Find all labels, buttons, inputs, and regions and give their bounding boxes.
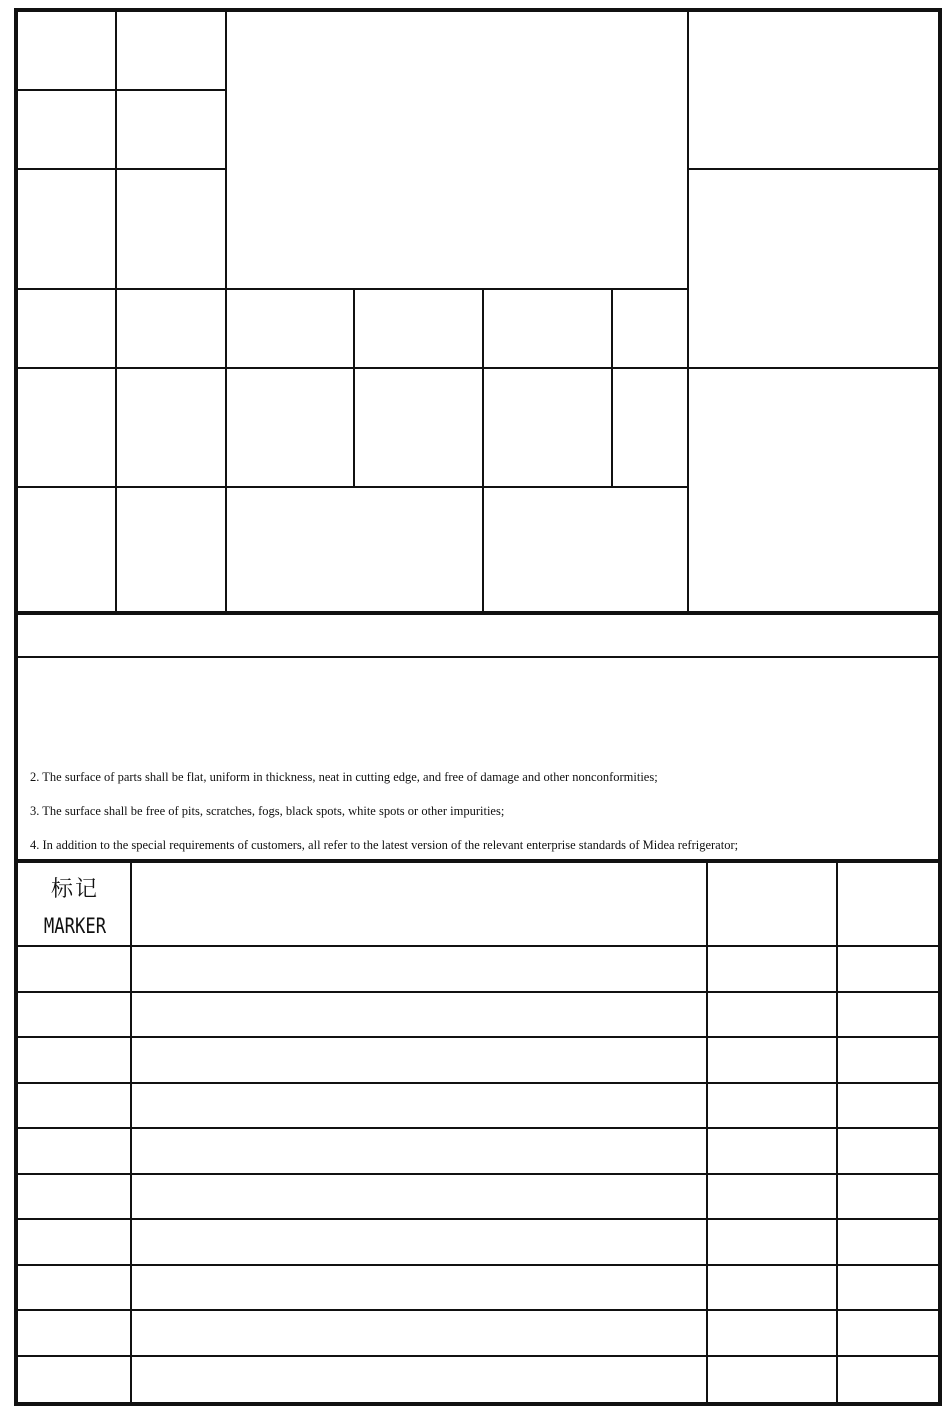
table-row — [14, 1127, 942, 1129]
table-row — [14, 1036, 942, 1038]
grid-hline-y169-right — [687, 168, 940, 170]
frame-left-border — [14, 8, 18, 1406]
grid-hline-y169-left — [14, 168, 226, 170]
table-row — [14, 1082, 942, 1084]
rev-vline-1 — [130, 862, 132, 1404]
revision-table-top-border — [14, 859, 942, 863]
rev-vline-2 — [706, 862, 708, 1404]
table-row — [14, 1355, 942, 1357]
grid-vline-mid-b — [482, 289, 484, 613]
grid-vline-mid-a — [353, 289, 355, 488]
table-row — [14, 1173, 942, 1175]
grid-vline-mid-c — [611, 289, 613, 488]
table-row — [14, 945, 942, 947]
rev-vline-3 — [836, 862, 838, 1404]
frame-top-border — [14, 8, 942, 12]
note-4: 4. In addition to the special requirements of customers, all refer to the latest version of the relevant enterprise standards of Midea refrigerator; — [30, 838, 739, 852]
grid-hline-y368-right — [687, 367, 940, 369]
grid-hline-y90 — [14, 89, 226, 91]
marker-header-en: MARKER — [43, 914, 107, 938]
grid-bottom-border — [14, 611, 942, 615]
table-row — [14, 991, 942, 993]
grid-hline-y368-left — [14, 367, 689, 369]
marker-header-cn: 标记 — [50, 877, 99, 902]
grid-vline-col2 — [225, 10, 227, 613]
note-2: 2. The surface of parts shall be flat, uniform in thickness, neat in cutting edge, and free of damage and other nonconformities; — [30, 770, 658, 784]
table-row — [14, 1264, 942, 1266]
frame-right-border — [938, 8, 942, 1406]
grid-hline-y487 — [14, 486, 689, 488]
grid-vline-col1 — [115, 10, 117, 613]
table-row — [14, 1218, 942, 1220]
grid-vline-col3 — [687, 10, 689, 613]
note-3: 3. The surface shall be free of pits, scratches, fogs, black spots, white spots or other impurities; — [30, 804, 505, 818]
table-row — [14, 1309, 942, 1311]
band-hline — [14, 656, 942, 658]
frame-bottom-border — [14, 1402, 942, 1406]
grid-hline-y289 — [14, 288, 689, 290]
